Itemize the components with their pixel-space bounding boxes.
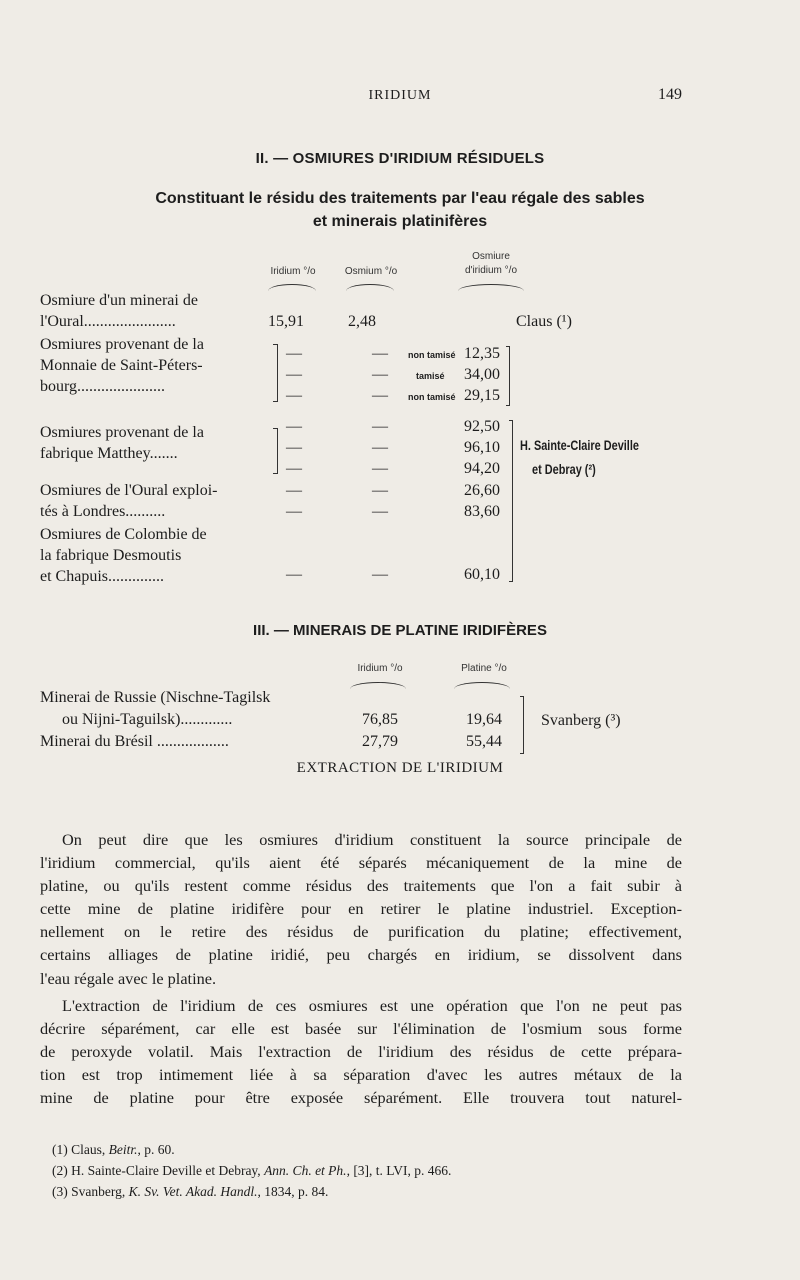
value-osmium: 2,48 bbox=[348, 313, 376, 330]
text-line: certains alliages de platine iridié, peu chargés en iridium, se dissolvent dans bbox=[40, 945, 682, 965]
section-2-subtitle-line-1: Constituant le résidu des traitements par l'eau régale des sables bbox=[155, 190, 645, 207]
brace bbox=[268, 284, 316, 291]
row-label: Osmiures provenant de la bbox=[40, 424, 204, 441]
value-osmiure: 12,35 bbox=[464, 345, 500, 362]
dash: — bbox=[372, 482, 388, 499]
row-label: Osmiures de l'Oural exploi- bbox=[40, 482, 218, 499]
footnote-2 bbox=[52, 1163, 451, 1179]
section-2-title: II. — OSMIURES D'IRIDIUM RÉSIDUELS bbox=[255, 150, 545, 167]
value-iridium: 15,91 bbox=[268, 313, 304, 330]
row-label: ou Nijni-Taguilsk)............. bbox=[62, 711, 233, 728]
row-brace bbox=[273, 428, 278, 474]
footnote-number: (1) bbox=[52, 1142, 68, 1157]
brace bbox=[458, 284, 524, 291]
footnote-number: (2) bbox=[52, 1163, 68, 1178]
running-head: IRIDIUM bbox=[368, 88, 432, 103]
section-3-title: III. — MINERAIS DE PLATINE IRIDIFÈRES bbox=[253, 622, 547, 639]
value-osmiure: 92,50 bbox=[464, 418, 500, 435]
footnote-number: (3) bbox=[52, 1184, 68, 1199]
dash: — bbox=[372, 418, 388, 435]
text-line: l'eau régale avec le platine. bbox=[40, 968, 217, 988]
dash: — bbox=[372, 345, 388, 362]
dash: — bbox=[286, 482, 302, 499]
value-osmiure: 96,10 bbox=[464, 439, 500, 456]
source-svanberg: Svanberg (³) bbox=[541, 712, 621, 729]
footnote-3 bbox=[52, 1184, 328, 1200]
value-osmiure: 34,00 bbox=[464, 366, 500, 383]
dash: — bbox=[372, 503, 388, 520]
value-osmiure: 83,60 bbox=[464, 503, 500, 520]
brace bbox=[454, 682, 510, 689]
source-deville: H. Sainte-Claire Deville bbox=[520, 437, 639, 453]
dash: — bbox=[286, 503, 302, 520]
value-osmiure: 26,60 bbox=[464, 482, 500, 499]
brace bbox=[346, 284, 394, 291]
dash: — bbox=[286, 418, 302, 435]
col-header-osmiure-2: d'iridium °/o bbox=[464, 265, 518, 276]
text-line: l'iridium commercial, qu'ils aient été séparés mécaniquement de la mine de bbox=[40, 853, 682, 873]
row-label: tés à Londres.......... bbox=[40, 503, 166, 520]
page-number: 149 bbox=[658, 86, 682, 103]
row-label: l'Oural....................... bbox=[40, 313, 176, 330]
row-label: Osmiure d'un minerai de bbox=[40, 292, 198, 309]
paragraph-2 bbox=[40, 994, 682, 1109]
col-header-osmiure-1: Osmiure bbox=[472, 251, 510, 262]
footnote-italic: Beitr. bbox=[108, 1142, 138, 1157]
value-iridium: 76,85 bbox=[362, 711, 398, 728]
dash: — bbox=[372, 460, 388, 477]
row-label: Minerai du Brésil .................. bbox=[40, 733, 229, 750]
col-header-iridium: Iridium °/o bbox=[270, 266, 316, 277]
brace bbox=[350, 682, 406, 689]
footnote-text: , [3], t. LVI, p. 466. bbox=[346, 1163, 452, 1178]
row-label: fabrique Matthey....... bbox=[40, 445, 178, 462]
text-line: tion est trop intimement liée à sa séparation d'avec les autres métaux de la bbox=[40, 1065, 682, 1085]
footnote-italic: K. Sv. Vet. Akad. Handl. bbox=[128, 1184, 258, 1199]
section-2-subtitle-line-2: et minerais platinifères bbox=[312, 213, 488, 230]
text-line: décrire séparément, car elle est basée sur l'élimination de l'osmium sous forme bbox=[40, 1019, 682, 1039]
sieve-label: non tamisé bbox=[408, 350, 456, 360]
row-label: bourg...................... bbox=[40, 378, 166, 395]
value-osmiure: 94,20 bbox=[464, 460, 500, 477]
row-label: Osmiures de Colombie de bbox=[40, 526, 207, 543]
value-platine: 19,64 bbox=[466, 711, 502, 728]
source-brace bbox=[509, 420, 513, 582]
sieve-label: tamisé bbox=[416, 371, 445, 381]
value-osmiure: 60,10 bbox=[464, 566, 500, 583]
row-label: Minerai de Russie (Nischne-Tagilsk bbox=[40, 689, 271, 706]
footnote-1 bbox=[52, 1142, 175, 1158]
dash: — bbox=[286, 566, 302, 583]
dash: — bbox=[286, 460, 302, 477]
text-line: nellement on le retire des résidus de purification du platine; effectivement, bbox=[40, 922, 682, 942]
source-deville: et Debray (²) bbox=[532, 461, 596, 477]
col-header-platine: Platine °/o bbox=[461, 663, 507, 674]
dash: — bbox=[286, 387, 302, 404]
col-header-iridium: Iridium °/o bbox=[357, 663, 403, 674]
source-claus: Claus (¹) bbox=[516, 313, 572, 330]
row-label: la fabrique Desmoutis bbox=[40, 547, 182, 564]
dash: — bbox=[372, 387, 388, 404]
sieve-label: non tamisé bbox=[408, 392, 456, 402]
col-header-osmium: Osmium °/o bbox=[344, 266, 398, 277]
source-brace bbox=[520, 696, 524, 754]
dash: — bbox=[286, 439, 302, 456]
text-line: On peut dire que les osmiures d'iridium constituent la source principale de bbox=[62, 830, 682, 849]
footnote-text: H. Sainte-Claire Deville et Debray, bbox=[71, 1163, 265, 1178]
text-line: mine de platine pour être exposée séparément. Elle trouvera tout naturel- bbox=[40, 1088, 682, 1108]
footnote-text: , 1834, p. 84. bbox=[257, 1184, 329, 1199]
text-line: cette mine de platine iridifère pour en retirer le platine industriel. Exception- bbox=[40, 899, 682, 919]
footnote-text: Claus, bbox=[71, 1142, 109, 1157]
row-brace bbox=[506, 346, 510, 406]
value-platine: 55,44 bbox=[466, 733, 502, 750]
row-label: Osmiures provenant de la bbox=[40, 336, 204, 353]
text-line: platine, ou qu'ils restent comme résidus des traitements que l'on a fait subir à bbox=[40, 876, 682, 896]
row-label: et Chapuis.............. bbox=[40, 568, 164, 585]
row-brace bbox=[273, 344, 278, 402]
paragraph-1 bbox=[40, 828, 682, 990]
dash: — bbox=[286, 345, 302, 362]
value-iridium: 27,79 bbox=[362, 733, 398, 750]
value-osmiure: 29,15 bbox=[464, 387, 500, 404]
row-label: Monnaie de Saint-Péters- bbox=[40, 357, 203, 374]
dash: — bbox=[372, 366, 388, 383]
footnote-text: Svanberg, bbox=[71, 1184, 129, 1199]
footnote-text: , p. 60. bbox=[137, 1142, 175, 1157]
dash: — bbox=[286, 366, 302, 383]
text-line: L'extraction de l'iridium de ces osmiures est une opération que l'on ne peut pas bbox=[62, 996, 682, 1015]
extraction-title: EXTRACTION DE L'IRIDIUM bbox=[296, 760, 504, 776]
dash: — bbox=[372, 439, 388, 456]
footnote-italic: Ann. Ch. et Ph. bbox=[264, 1163, 347, 1178]
dash: — bbox=[372, 566, 388, 583]
text-line: de peroxyde volatil. Mais l'extraction de l'iridium des résidus de cette prépara- bbox=[40, 1042, 682, 1062]
